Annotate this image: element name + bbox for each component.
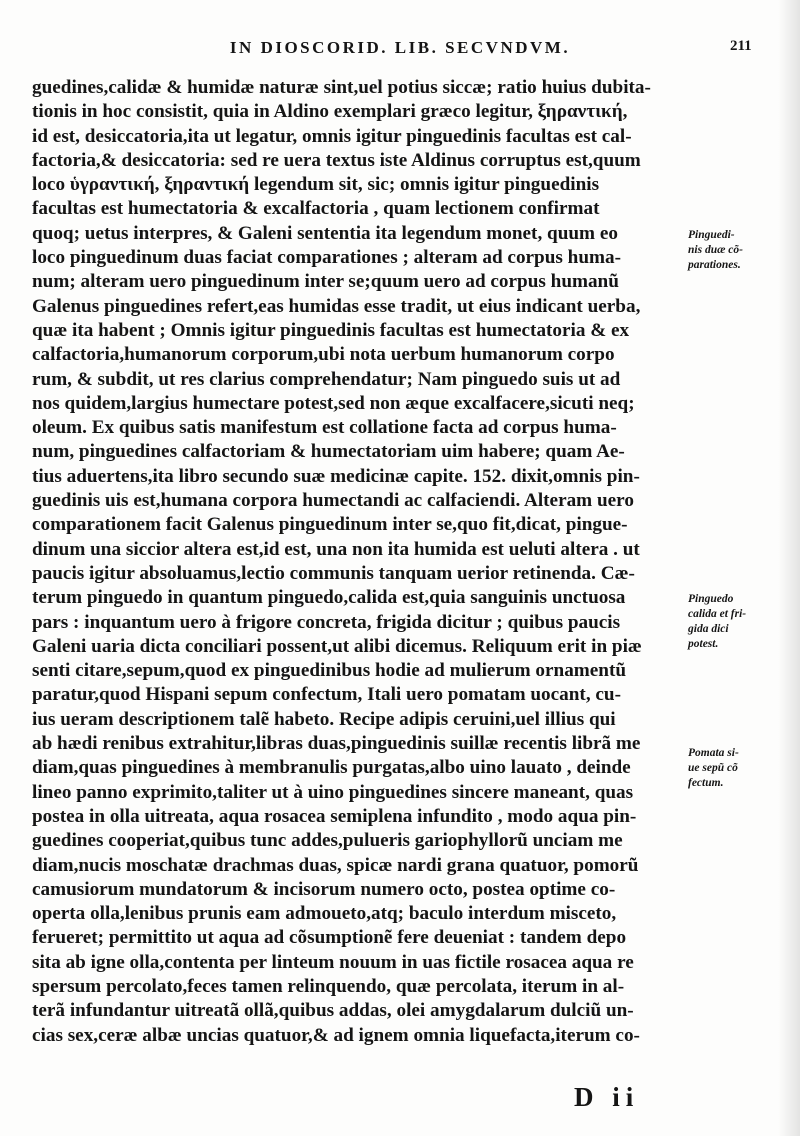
gutter-shadow: [778, 0, 800, 1136]
margin-note-line: Pinguedi-: [688, 229, 735, 241]
text-line: camusiorum mundatorum & incisorum numero octo, postea optime co-: [32, 878, 616, 900]
text-line: dinum una siccior altera est,id est, una non ita humida est ueluti altera . ut: [32, 538, 640, 560]
text-line: oleum. Ex quibus satis manifestum est collatione facta ad corpus huma-: [32, 417, 617, 439]
text-line: operta olla,lenibus prunis eam admoueto,atq; baculo interdum misceto,: [32, 903, 617, 925]
text-line: senti citare,sepum,quod ex pinguedinibus hodie ad mulierum ornamentũ: [32, 660, 627, 682]
text-line: spersum percolato,feces tamen relinquendo, quæ percolata, iterum in al-: [32, 975, 625, 997]
text-line: guedines cooperiat,quibus tunc addes,pulueris gariophyllorũ unciam me: [32, 830, 623, 852]
text-line: num, pinguedines calfactoriam & humectatoriam uim habere; quam Ae-: [32, 441, 625, 463]
main-text-block: [32, 76, 682, 1048]
text-line: calfactoria,humanorum corporum,ubi nota uerbum humanorum corpo: [32, 344, 615, 366]
text-line: facultas est humectatoria & excalfactoria , quam lectionem confirmat: [32, 198, 600, 220]
margin-note-line: Pomata si-: [688, 747, 739, 759]
text-line: pars : inquantum uero à frigore concreta, frigida dicitur ; quibus paucis: [32, 611, 621, 633]
text-line: paucis igitur absoluamus,lectio communis tanquam uerior retinenda. Cæ-: [32, 562, 635, 584]
text-line: ferueret; permittito ut aqua ad cõsumptionẽ fere deueniat : tandem depo: [32, 927, 627, 949]
text-line: diam,nucis moschatæ drachmas duas, spicæ nardi grana quatuor, pomorũ: [32, 854, 639, 876]
text-line: Galenus pinguedines refert,eas humidas esse tradit, ut eius indicant uerba,: [32, 295, 641, 317]
signature-mark: D ii: [574, 1082, 640, 1112]
text-line: postea in olla uitreata, aqua rosacea semiplena infundito , modo aqua pin-: [32, 805, 637, 827]
text-line: guedinis uis est,humana corpora humectandi ac calfaciendi. Alteram uero: [32, 490, 634, 512]
text-line: quoq; uetus interpres, & Galeni sententia ita legendum monet, quum eo: [32, 222, 618, 244]
margin-note-line: ue sepũ cõ: [688, 762, 738, 774]
text-line: terum pinguedo in quantum pinguedo,calida est,quia sanguinis unctuosa: [32, 587, 626, 609]
text-line: quæ ita habent ; Omnis igitur pinguedinis facultas est humectatoria & ex: [32, 319, 630, 341]
margin-note-calida-frigida: [688, 592, 788, 652]
running-head: IN DIOSCORID. LIB. SECVNDVM.: [229, 38, 571, 57]
folio-number: 211: [730, 38, 752, 54]
text-line: paratur,quod Hispani sepum confectum, Itali uero pomatam uocant, cu-: [32, 684, 621, 706]
margin-note-line: Pinguedo: [688, 593, 734, 605]
text-line: tius aduertens,ita libro secundo suæ medicinæ capite. 152. dixit,omnis pin-: [32, 465, 640, 487]
margin-note-line: gida dici: [688, 623, 729, 635]
text-line: loco ὑγραντική, ξηραντική legendum sit, sic; omnis igitur pinguedinis: [32, 174, 600, 196]
text-line: num; alteram uero pinguedinum inter se;quum uero ad corpus humanũ: [32, 271, 619, 293]
text-line: rum, & subdit, ut res clarius comprehendatur; Nam pinguedo suis ut ad: [32, 368, 621, 390]
text-line: ius ueram descriptionem talẽ habeto. Recipe adipis ceruini,uel illius qui: [32, 708, 616, 730]
text-line: cias sex,ceræ albæ uncias quatuor,& ad ignem omnia liquefacta,iterum co-: [32, 1024, 640, 1046]
text-line: lineo panno exprimito,taliter ut à uino pinguedines sincere maneant, quas: [32, 781, 634, 803]
text-line: comparationem facit Galenus pinguedinum inter se,quo fit,dicat, pingue-: [32, 514, 628, 536]
text-line: ab hædi renibus extrahitur,libras duas,pinguedinis suillæ recentis librã me: [32, 733, 641, 755]
text-line: terã infundantur uitreatã ollã,quibus addas, olei amygdalarum dulciũ un-: [32, 1000, 634, 1022]
text-line: loco pinguedinum duas faciat comparationes ; alteram ad corpus huma-: [32, 247, 621, 269]
margin-note-line: nis duæ cõ-: [688, 244, 743, 256]
text-line: sita ab igne olla,contenta per linteum nouum in uas fictile rosacea aqua re: [32, 951, 634, 973]
text-line: Galeni uaria dicta conciliari possent,ut alibi dicemus. Reliquum erit in piæ: [32, 635, 642, 657]
margin-note-line: potest.: [688, 638, 719, 650]
text-line: nos quidem,largius humectare potest,sed non æque excalfacere,sicuti neq;: [32, 392, 635, 414]
margin-note-line: fectum.: [688, 777, 724, 789]
text-line: guedines,calidæ & humidæ naturæ sint,uel potius siccæ; ratio huius dubita-: [32, 77, 651, 98]
margin-note-line: calida et fri-: [688, 608, 747, 620]
margin-note-comparationes: [688, 228, 788, 273]
text-line: factoria,& desiccatoria: sed re uera textus iste Aldinus corruptus est,quum: [32, 149, 641, 171]
margin-note-pomata: [688, 746, 788, 791]
text-line: id est, desiccatoria,ita ut legatur, omnis igitur pinguedinis facultas est cal-: [32, 125, 632, 147]
text-line: tionis in hoc consistit, quia in Aldino exemplari græco legitur, ξηραντική,: [32, 101, 628, 123]
text-line: diam,quas pinguedines à membranulis purgatas,albo uino lauato , deinde: [32, 757, 631, 779]
margin-note-line: parationes.: [688, 259, 741, 271]
